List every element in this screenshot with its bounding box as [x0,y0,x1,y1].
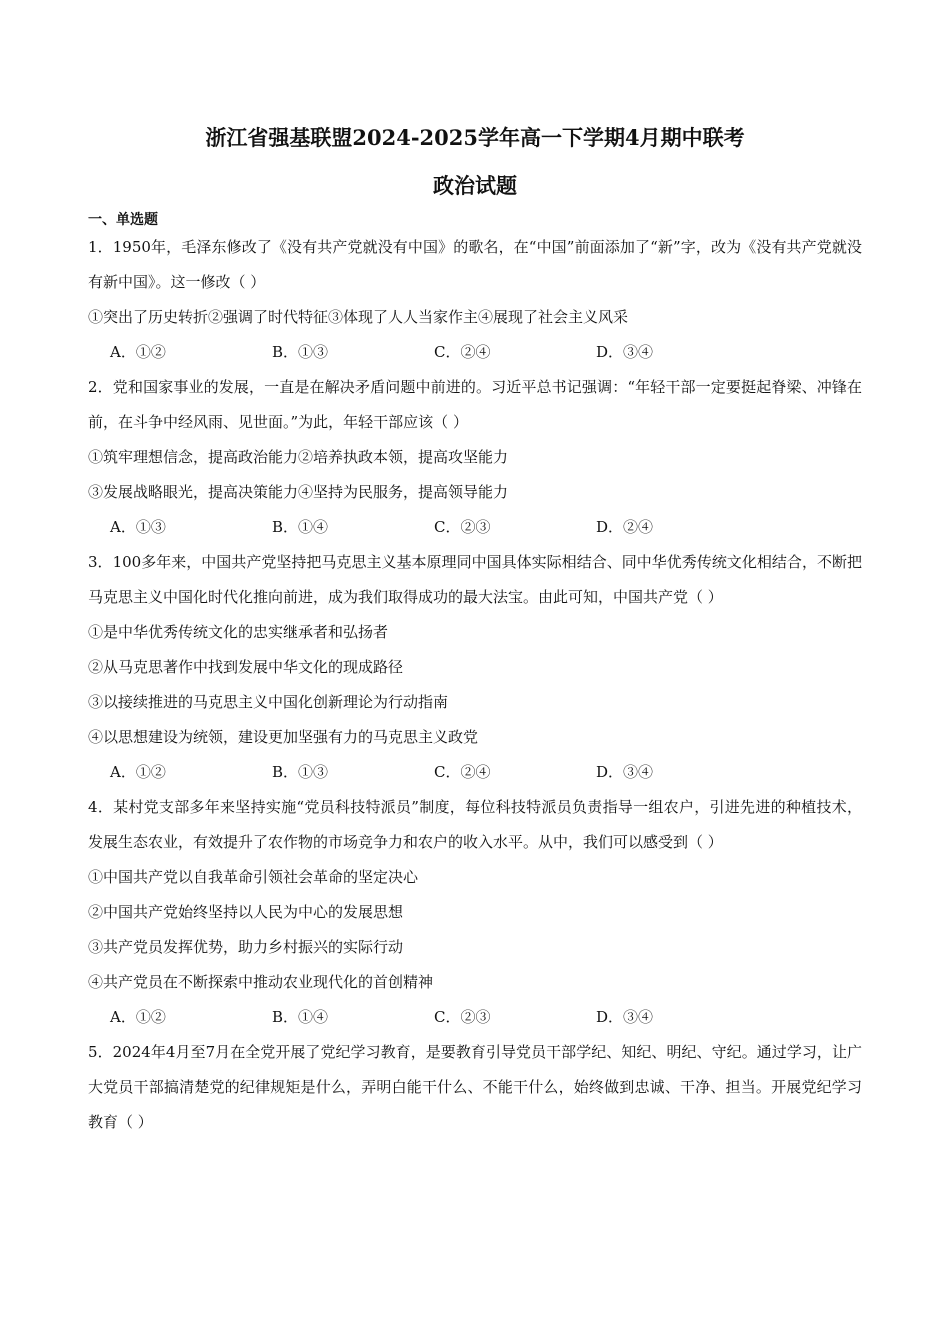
option-d: D．③④ [596,1008,654,1026]
statement-line: ②从马克思著作中找到发展中华文化的现成路径 [88,658,404,676]
document-title: 浙江省强基联盟2024-2025学年高一下学期4月期中联考 [205,125,745,150]
question-1 [88,230,862,370]
statement-line: ②中国共产党始终坚持以人民为中心的发展思想 [88,903,404,921]
option-a: A．①③ [110,518,166,536]
statement-line: ①是中华优秀传统文化的忠实继承者和弘扬者 [88,623,389,641]
answer-options [88,755,862,790]
option-b: B．①③ [272,343,329,361]
question-stem: 3．100多年来，中国共产党坚持把马克思主义基本原理同中国具体实际相结合、同中华优秀传统文化相结合，不断把马克思主义中国化时代化推向前进，成为我们取得成功的最大法宝。由此可知，中国共产党（ ） [88,553,862,606]
statement-line: ④以思想建设为统领，建设更加坚强有力的马克思主义政党 [88,728,479,746]
section-heading: 一、单选题 [88,212,158,228]
option-b: B．①④ [272,1008,329,1026]
exam-page [88,118,862,1140]
statement-line: ③共产党员发挥优势，助力乡村振兴的实际行动 [88,938,404,956]
statement-line: ④共产党员在不断探索中推动农业现代化的首创精神 [88,973,434,991]
answer-options [88,335,862,370]
option-c: C．②④ [434,343,491,361]
option-a: A．①② [110,1008,166,1026]
question-stem: 1．1950年，毛泽东修改了《没有共产党就没有中国》的歌名，在“中国”前面添加了“新”字，改为《没有共产党就没有新中国》。这一修改（ ） [88,238,862,291]
question-2 [88,370,862,545]
statement-line: ①中国共产党以自我革命引领社会革命的坚定决心 [88,868,419,886]
option-d: D．③④ [596,343,654,361]
statement-line: ①突出了历史转折②强调了时代特征③体现了人人当家作主④展现了社会主义风采 [88,308,629,326]
question-5 [88,1035,862,1140]
answer-options [88,510,862,545]
question-3 [88,545,862,790]
option-c: C．②③ [434,1008,491,1026]
option-d: D．③④ [596,763,654,781]
statement-line: ①筑牢理想信念，提高政治能力②培养执政本领，提高攻坚能力 [88,448,509,466]
option-d: D．②④ [596,518,654,536]
option-c: C．②③ [434,518,491,536]
option-c: C．②④ [434,763,491,781]
statement-line: ③发展战略眼光，提高决策能力④坚持为民服务，提高领导能力 [88,483,509,501]
document-subtitle: 政治试题 [433,173,517,198]
question-stem: 4．某村党支部多年来坚持实施“党员科技特派员”制度，每位科技特派员负责指导一组农户，引进先进的种植技术，发展生态农业，有效提升了农作物的市场竞争力和农户的收入水平。从中，我们可以感受到（ ） [88,798,862,851]
option-a: A．①② [110,763,166,781]
question-stem: 5．2024年4月至7月在全党开展了党纪学习教育，是要教育引导党员干部学纪、知纪、明纪、守纪。通过学习，让广大党员干部搞清楚党的纪律规矩是什么，弄明白能干什么、不能干什么，始终做到忠诚、干净、担当。开展党纪学习教育（ ） [88,1043,862,1131]
answer-options [88,1000,862,1035]
statement-line: ③以接续推进的马克思主义中国化创新理论为行动指南 [88,693,449,711]
option-b: B．①③ [272,763,329,781]
option-b: B．①④ [272,518,329,536]
option-a: A．①② [110,343,166,361]
question-stem: 2．党和国家事业的发展，一直是在解决矛盾问题中前进的。习近平总书记强调：“年轻干部一定要挺起脊梁、冲锋在前，在斗争中经风雨、见世面。”为此，年轻干部应该（ ） [88,378,862,431]
question-4 [88,790,862,1035]
